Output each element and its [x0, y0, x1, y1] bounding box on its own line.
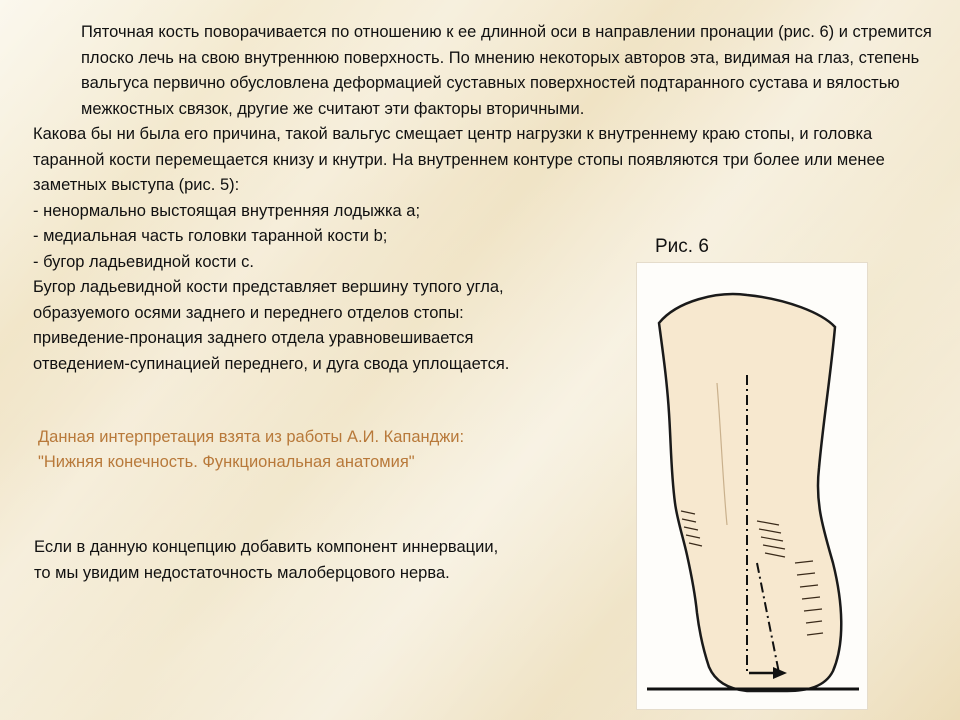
credit-line: "Нижняя конечность. Функциональная анатомия" [38, 453, 415, 471]
list-item: - ненормально выстоящая внутренняя лодыжка а; [33, 201, 421, 220]
conclusion-text [34, 535, 634, 586]
list-item: - медиальная часть головки таранной кости b; [33, 227, 388, 245]
paragraph-line: приведение-пронация заднего отдела уравновешивается [33, 329, 474, 347]
figure-heel-valgus [636, 262, 868, 710]
figure-caption: Рис. 6 [655, 236, 709, 257]
heel-valgus-illustration-icon [637, 263, 867, 709]
paragraph-calcaneus-pronation: Пяточная кость поворачивается по отношению к ее длинной оси в направлении пронации (рис. 6) и стремится плоско лечь на свою внутреннюю поверхность. По мнению некоторых авторов эта, видимая на глаз, степень вальгуса первично обусловлена деформацией суставных поверхностей подтаранного сустава и вялостью межкостных связок, другие же считают эти факторы вторичными. [81, 23, 932, 118]
paragraph-line: отведением-супинацией переднего, и дуга свода уплощается. [33, 354, 510, 373]
paragraph-line: образуемого осями заднего и переднего отделов стопы: [33, 303, 464, 322]
heel-outline [659, 294, 841, 691]
paragraph-line: Бугор ладьевидной кости представляет вершину тупого угла, [33, 278, 504, 296]
paragraph-valgus-load: Какова бы ни была его причина, такой вальгус смещает центр нагрузки к внутреннему краю стопы, и головка таранной кости перемещается книзу и кнутри. На внутреннем контуре стопы появляются три более или менее заметных выступа (рис. 5): [33, 125, 885, 194]
source-credit [38, 425, 598, 475]
list-item: - бугор ладьевидной кости с. [33, 252, 254, 271]
conclusion-line: то мы увидим недостаточность малоберцового нерва. [34, 563, 450, 582]
credit-line: Данная интерпретация взята из работы А.И. Капанджи: [38, 428, 465, 446]
conclusion-line: Если в данную концепцию добавить компонент иннервации, [34, 538, 499, 556]
